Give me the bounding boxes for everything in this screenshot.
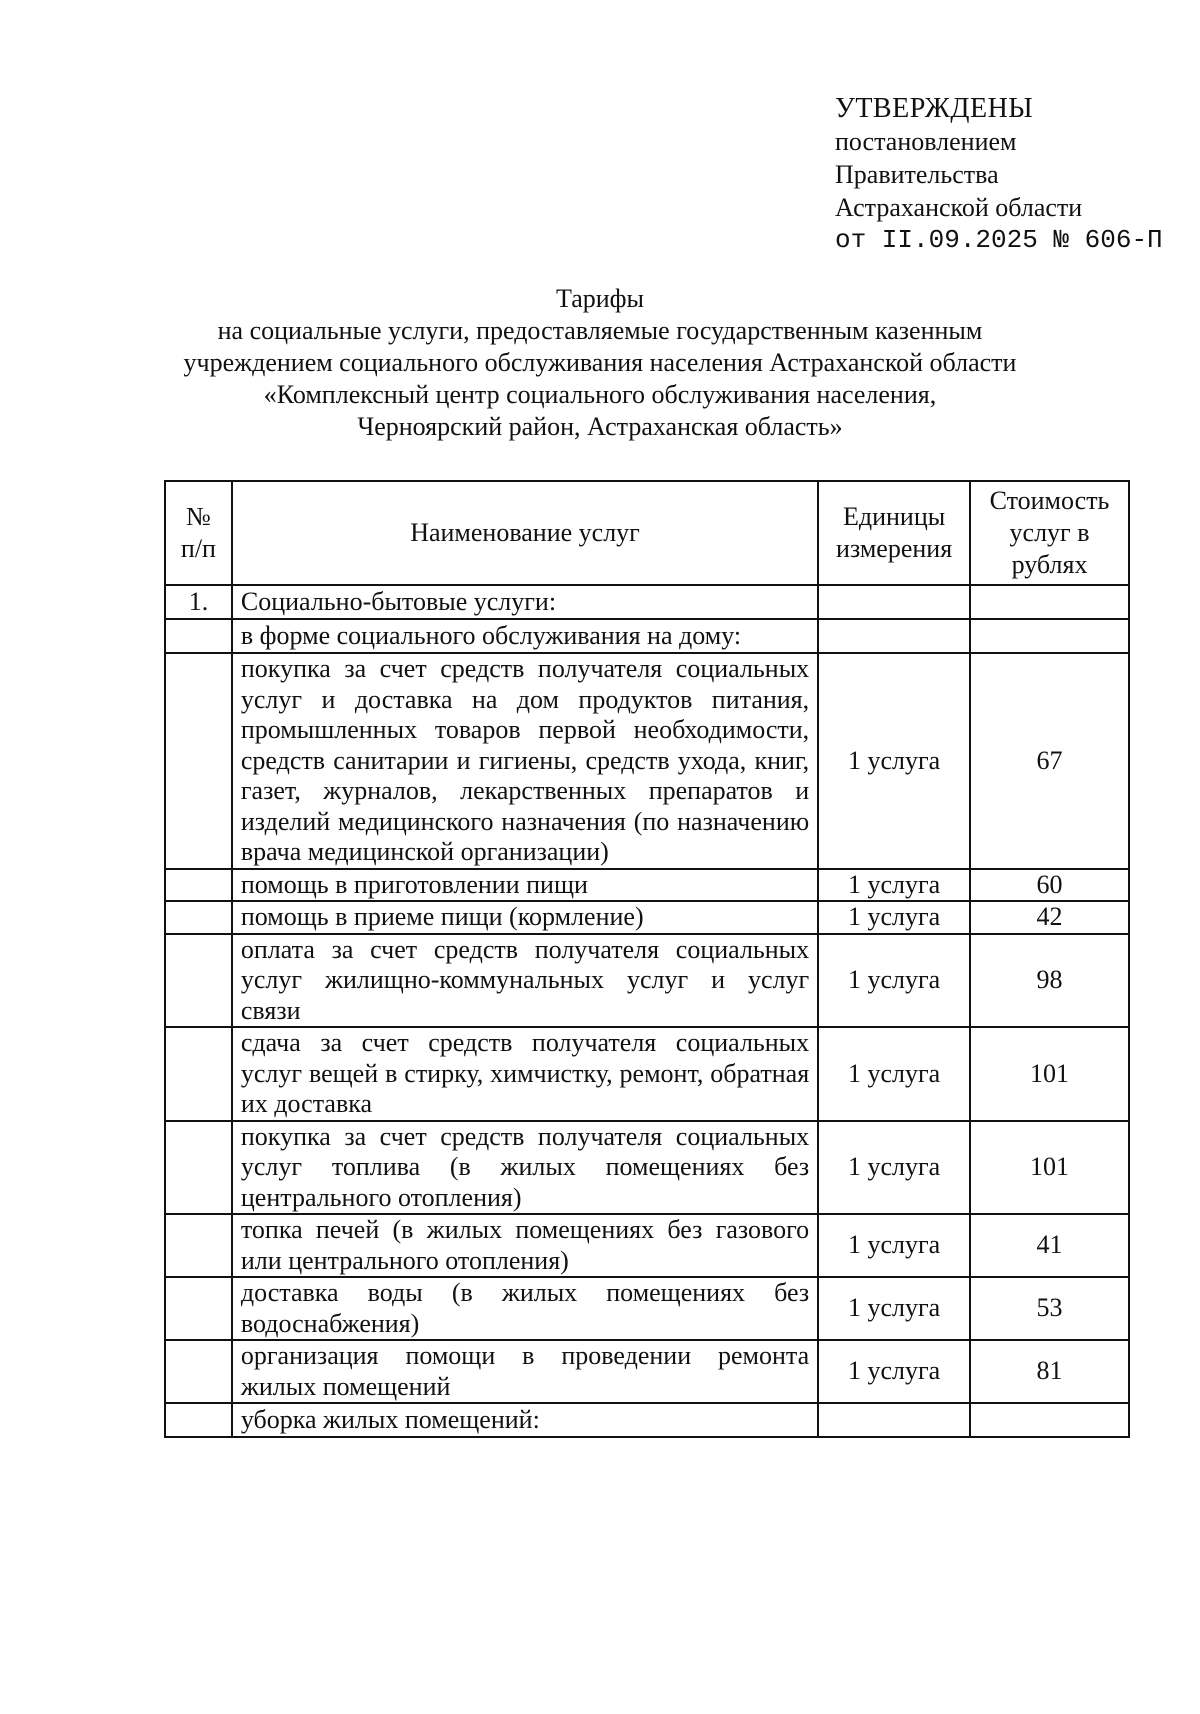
- row-unit: [818, 585, 970, 619]
- table-row: [165, 619, 1129, 653]
- document-title: [150, 283, 1050, 443]
- row-unit: 1 услуга: [818, 1121, 970, 1215]
- title-line-5: Черноярский район, Астраханская область»: [357, 412, 843, 441]
- table-row: [165, 934, 1129, 1028]
- approval-line-3: Астраханской области: [835, 193, 1083, 222]
- approval-line-1: постановлением: [835, 127, 1017, 156]
- row-price: 41: [970, 1214, 1129, 1277]
- row-price: [970, 619, 1129, 653]
- header-price: [970, 481, 1129, 585]
- row-num: [165, 1121, 232, 1215]
- approval-date-line: от II.09.2025 № 606-П: [835, 225, 1163, 255]
- row-name: помощь в приеме пищи (кормление): [232, 901, 818, 934]
- tariff-table: [164, 480, 1130, 1438]
- row-unit: 1 услуга: [818, 1340, 970, 1403]
- row-name: Социально-бытовые услуги:: [232, 585, 818, 619]
- row-num: [165, 1340, 232, 1403]
- table-row: [165, 1340, 1129, 1403]
- row-unit: [818, 1403, 970, 1437]
- row-name: топка печей (в жилых помещениях без газового или центрального отопления): [232, 1214, 818, 1277]
- header-num-line-1: №: [186, 502, 211, 531]
- header-price-line-3: рублях: [1011, 550, 1088, 579]
- row-price: 42: [970, 901, 1129, 934]
- table-row: [165, 585, 1129, 619]
- approval-heading: УТВЕРЖДЕНЫ: [835, 93, 1034, 124]
- header-price-line-1: Стоимость: [989, 486, 1110, 515]
- table-row: [165, 1277, 1129, 1340]
- row-num: [165, 1214, 232, 1277]
- row-name: оплата за счет средств получателя социальных услуг жилищно-коммунальных услуг и услуг связи: [232, 934, 818, 1028]
- table-header-row: [165, 481, 1129, 585]
- row-unit: 1 услуга: [818, 1214, 970, 1277]
- row-name: уборка жилых помещений:: [232, 1403, 818, 1437]
- header-num-line-2: п/п: [180, 534, 216, 563]
- row-price: [970, 1403, 1129, 1437]
- title-line-1: Тарифы: [555, 284, 644, 313]
- row-unit: 1 услуга: [818, 901, 970, 934]
- header-price-line-2: услуг в: [1009, 518, 1090, 547]
- row-price: 81: [970, 1340, 1129, 1403]
- table-row: [165, 1403, 1129, 1437]
- row-num: [165, 619, 232, 653]
- row-unit: 1 услуга: [818, 1277, 970, 1340]
- table-row: [165, 1121, 1129, 1215]
- row-num: [165, 901, 232, 934]
- row-price: 98: [970, 934, 1129, 1028]
- title-line-2: на социальные услуги, предоставляемые государственным казенным: [217, 316, 983, 345]
- table-row: [165, 1027, 1129, 1121]
- header-unit: [818, 481, 970, 585]
- header-name: Наименование услуг: [232, 481, 818, 585]
- row-price: 101: [970, 1121, 1129, 1215]
- row-num: [165, 653, 232, 869]
- row-num: [165, 1027, 232, 1121]
- row-name: организация помощи в проведении ремонта жилых помещений: [232, 1340, 818, 1403]
- row-num: [165, 1277, 232, 1340]
- approval-block: [835, 92, 1163, 257]
- row-num: [165, 934, 232, 1028]
- title-line-3: учреждением социального обслуживания населения Астраханской области: [183, 348, 1017, 377]
- header-num: [165, 481, 232, 585]
- approval-line-2: Правительства: [835, 160, 999, 189]
- table-body: [165, 585, 1129, 1437]
- row-num: [165, 1403, 232, 1437]
- row-name: сдача за счет средств получателя социальных услуг вещей в стирку, химчистку, ремонт, обратная их доставка: [232, 1027, 818, 1121]
- row-unit: 1 услуга: [818, 934, 970, 1028]
- row-name: в форме социального обслуживания на дому:: [232, 619, 818, 653]
- title-line-4: «Комплексный центр социального обслуживания населения,: [263, 380, 937, 409]
- header-unit-line-2: измерения: [836, 534, 953, 563]
- row-price: 101: [970, 1027, 1129, 1121]
- row-unit: 1 услуга: [818, 1027, 970, 1121]
- header-unit-line-1: Единицы: [842, 502, 946, 531]
- table-row: [165, 869, 1129, 902]
- row-name: помощь в приготовлении пищи: [232, 869, 818, 902]
- row-price: 67: [970, 653, 1129, 869]
- row-name: покупка за счет средств получателя социальных услуг и доставка на дом продуктов питания, промышленных товаров первой необходимости, средств санитарии и гигиены, средств ухода, книг, газет, журналов, лекарственных препаратов и изделий медицинского назначения (по назначению врача медицинской организации): [232, 653, 818, 869]
- row-num: 1.: [165, 585, 232, 619]
- table-row: [165, 1214, 1129, 1277]
- row-unit: 1 услуга: [818, 869, 970, 902]
- row-unit: [818, 619, 970, 653]
- row-price: 60: [970, 869, 1129, 902]
- table-row: [165, 901, 1129, 934]
- row-unit: 1 услуга: [818, 653, 970, 869]
- table-row: [165, 653, 1129, 869]
- row-price: 53: [970, 1277, 1129, 1340]
- row-num: [165, 869, 232, 902]
- row-name: покупка за счет средств получателя социальных услуг топлива (в жилых помещениях без центрального отопления): [232, 1121, 818, 1215]
- row-name: доставка воды (в жилых помещениях без водоснабжения): [232, 1277, 818, 1340]
- row-price: [970, 585, 1129, 619]
